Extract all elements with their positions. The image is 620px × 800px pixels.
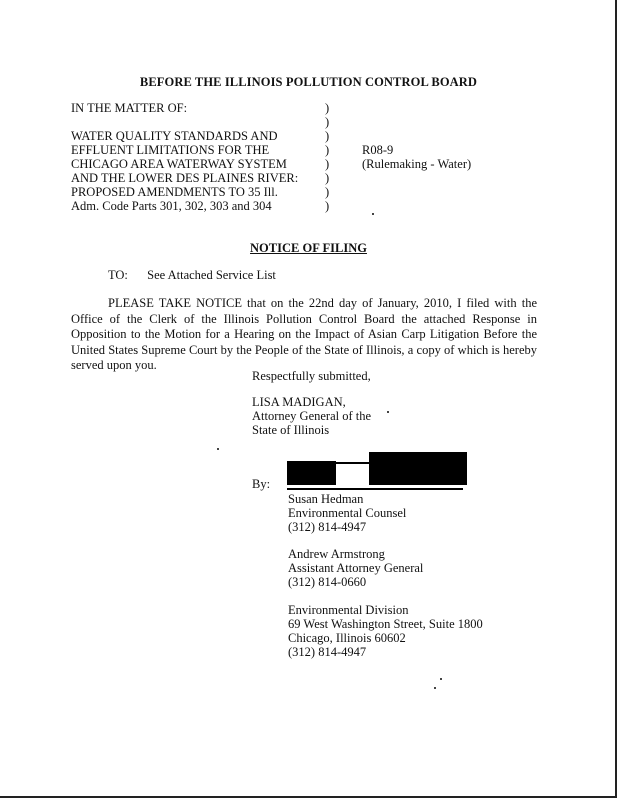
scan-speck [434,687,436,689]
signatory-title: Attorney General of the [252,409,372,423]
to-label: TO: [108,268,128,282]
board-header: BEFORE THE ILLINOIS POLLUTION CONTROL BOARD [139,75,478,89]
redacted-signature [287,461,336,485]
notice-title: NOTICE OF FILING [250,241,367,255]
caption-paren: ) [325,157,330,171]
division-street: 69 West Washington Street, Suite 1800 [288,617,483,631]
contact-phone: (312) 814-4947 [288,520,367,534]
contact-phone: (312) 814-0660 [288,575,367,589]
signature-line [287,488,463,490]
caption-paren: ) [325,143,330,157]
caption-line: PROPOSED AMENDMENTS TO 35 Ill. [71,185,278,199]
signature-stroke [336,462,369,464]
to-value: See Attached Service List [147,268,276,282]
caption-paren: ) [325,129,330,143]
contact-name: Andrew Armstrong [288,547,385,561]
redacted-signature [369,452,467,485]
caption-line: EFFLUENT LIMITATIONS FOR THE [71,143,270,157]
to-line [108,268,276,283]
scan-speck [440,678,442,680]
caption-paren: ) [325,185,330,199]
caption-line: CHICAGO AREA WATERWAY SYSTEM [71,157,287,171]
division-name: Environmental Division [288,603,409,617]
caption-line: AND THE LOWER DES PLAINES RIVER: [71,171,299,185]
caption-paren: ) [325,101,330,115]
division-city: Chicago, Illinois 60602 [288,631,406,645]
caption-line: WATER QUALITY STANDARDS AND [71,129,278,143]
docket-type: (Rulemaking - Water) [362,157,472,171]
caption-paren: ) [325,199,330,213]
signatory-state: State of Illinois [252,423,330,437]
contact-name: Susan Hedman [288,492,364,506]
caption-line: Adm. Code Parts 301, 302, 303 and 304 [71,199,272,213]
by-label: By: [252,477,271,491]
scan-speck [217,448,219,450]
closing: Respectfully submitted, [252,369,371,383]
caption-paren: ) [325,171,330,185]
division-phone: (312) 814-4947 [288,645,367,659]
contact-title: Assistant Attorney General [288,561,424,575]
caption-paren: ) [325,115,330,129]
scan-speck [372,213,374,215]
caption-line: IN THE MATTER OF: [71,101,188,115]
scan-speck [387,411,389,413]
contact-title: Environmental Counsel [288,506,407,520]
docket-number: R08-9 [362,143,394,157]
signatory-name: LISA MADIGAN, [252,395,346,409]
notice-body: PLEASE TAKE NOTICE that on the 22nd day of January, 2010, I filed with the Office of the Clerk of the Illinois Pollution Control Board the attached Response in Opposition to the Motion for a Hearing on the Impact of Asian Carp Litigation Before the United States Supreme Court by the People of the State of Illinois, a copy of which is hereby served upon you. [71,296,537,372]
